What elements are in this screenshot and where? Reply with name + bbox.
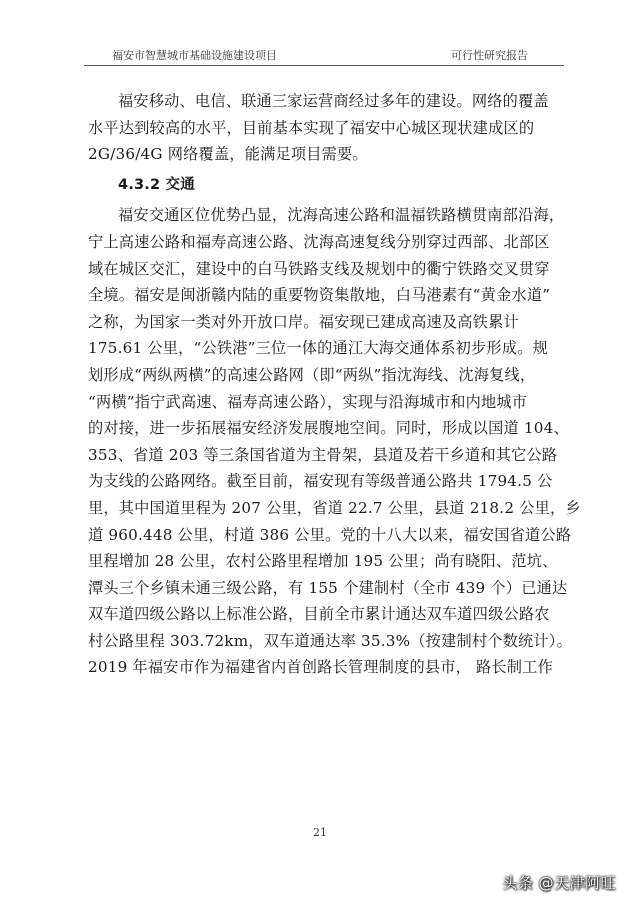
- text-line: 的对接，进一步拓展福安经济发展腹地空间。同时，形成以国道 104、: [88, 419, 569, 438]
- text-line: 2G/36/4G 网络覆盖，能满足项目需要。: [88, 145, 368, 164]
- section-heading: [88, 172, 548, 199]
- text-line: 2019 年福安市作为福建省内首创路长管理制度的县市， 路长制工作: [88, 658, 553, 677]
- watermark: 头条 @天津阿旺: [502, 874, 616, 892]
- text-line: 道 960.448 公里，村道 386 公里。党的十八大以来，福安国省道公路: [88, 525, 572, 544]
- text-line: “两横”指宁武高速、福寿高速公路），实现与沿海城市和内地城市: [88, 392, 528, 411]
- text-line: 福安交通区位优势凸显，沈海高速公路和温福铁路横贯南部沿海，: [118, 206, 565, 225]
- text-line: 潭头三个乡镇未通三级公路，有 155 个建制村（全市 439 个）已通达: [88, 578, 568, 597]
- text-line: 水平达到较高的水平，目前基本实现了福安中心城区现状建成区的: [88, 118, 535, 137]
- header-report-type: 可行性研究报告: [451, 49, 528, 62]
- page-number: 21: [313, 826, 327, 839]
- text-line: 353、省道 203 等三条国省道为主骨架，县道及若干乡道和其它公路: [88, 445, 558, 464]
- section-number: 4.3.2: [118, 176, 161, 193]
- text-line: 宁上高速公路和福寿高速公路、沈海高速复线分别穿过西部、北部区: [88, 232, 550, 251]
- text-line: 里程增加 28 公里，农村公路里程增加 195 公里；尚有晓阳、范坑、: [88, 552, 558, 571]
- text-line: 175.61 公里，“公铁港”三位一体的通江大海交通体系初步形成。规: [88, 339, 548, 358]
- text-line: 域在城区交汇，建设中的白马铁路支线及规划中的衢宁铁路交叉贯穿: [88, 259, 550, 278]
- text-line: 之称，为国家一类对外开放口岸。福安现已建成高速及高铁累计: [88, 312, 519, 331]
- text-line: 里，其中国道里程为 207 公里，省道 22.7 公里，县道 218.2 公里，乡: [88, 498, 581, 517]
- paragraph-transportation: [88, 202, 581, 681]
- text-line: 为支线的公路网络。截至目前，福安现有等级普通公路共 1794.5 公: [88, 472, 553, 491]
- text-line: 划形成“两纵两横”的高速公路网（即“两纵”指沈海线、沈海复线，: [88, 365, 536, 384]
- page-header: [84, 43, 564, 66]
- section-title: 交通: [165, 176, 195, 193]
- text-line: 福安移动、电信、联通三家运营商经过多年的建设。网络的覆盖: [118, 92, 549, 110]
- document-body: [88, 88, 581, 681]
- text-line: 村公路里程 303.72km，双车道通达率 35.3%（按建制村个数统计）。: [88, 631, 572, 650]
- text-line: 双车道四级公路以上标准公路，目前全市累计通达双车道四级公路农: [88, 605, 550, 624]
- text-line: 全境。福安是闽浙赣内陆的重要物资集散地，白马港素有“黄金水道”: [88, 286, 551, 305]
- paragraph-network-coverage: [88, 88, 548, 168]
- header-project-title: 福安市智慧城市基础设施建设项目: [112, 49, 277, 62]
